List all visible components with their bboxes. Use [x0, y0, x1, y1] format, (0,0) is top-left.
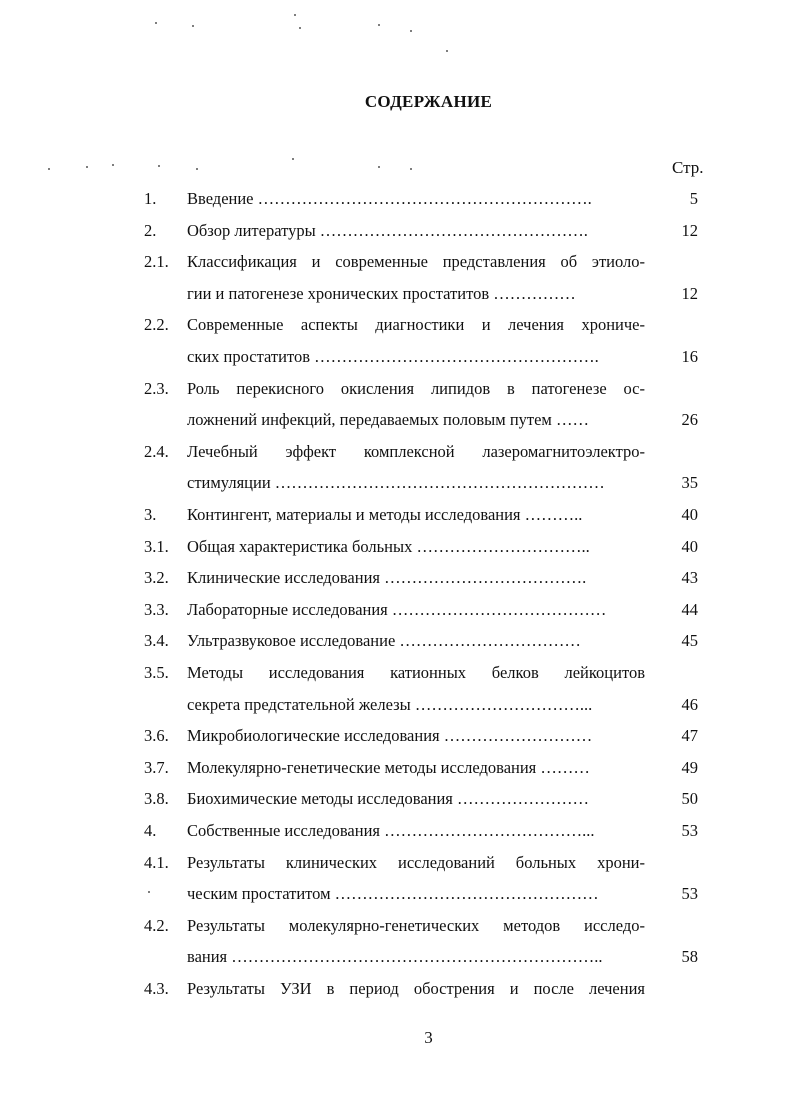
toc-entry-page: 16 — [681, 347, 698, 366]
toc-entry-title: Общая характеристика больных ………………………….. — [187, 536, 590, 556]
toc-entry-number: 2.2. — [144, 315, 169, 335]
toc-row — [0, 693, 795, 717]
scan-speck — [192, 25, 194, 27]
toc-entry-number: 3.5. — [144, 663, 169, 682]
toc-entry-page: 44 — [681, 599, 698, 619]
scan-speck — [148, 891, 150, 893]
toc-row — [0, 535, 795, 559]
toc-row — [0, 377, 795, 401]
toc-row — [0, 882, 795, 906]
page-title: СОДЕРЖАНИЕ — [364, 92, 493, 111]
toc-entry-number: 4.3. — [144, 979, 169, 998]
scan-speck — [158, 165, 160, 167]
toc-row — [0, 282, 795, 306]
toc-entry-title: Современные аспекты диагностики и лечения хрониче- — [187, 315, 645, 335]
toc-row — [0, 345, 795, 369]
toc-entry-number: 3.4. — [144, 631, 169, 651]
scan-speck — [196, 168, 198, 170]
toc-row — [0, 471, 795, 495]
toc-entry-title: Результаты молекулярно-генетических методов исследо- — [187, 915, 645, 935]
scan-speck — [378, 166, 380, 168]
toc-entry-number: 3.6. — [144, 726, 169, 746]
scan-speck — [112, 164, 114, 166]
toc-row — [0, 756, 795, 780]
toc-row — [0, 250, 795, 274]
toc-entry-number: 3.7. — [144, 757, 169, 777]
toc-entry-title: ложнений инфекций, передаваемых половым путем …… — [187, 410, 589, 430]
toc-row — [0, 566, 795, 590]
toc-row — [0, 629, 795, 653]
scan-speck — [48, 168, 50, 170]
toc-entry-page: 35 — [681, 473, 698, 493]
toc-entry-page: 45 — [681, 631, 698, 651]
toc-entry-number: 3.2. — [144, 568, 169, 588]
toc-entry-title: Введение ……………………………………………………. — [187, 189, 592, 208]
toc-entry-title: стимуляции …………………………………………………… — [187, 473, 605, 493]
toc-row — [0, 661, 795, 685]
toc-row — [0, 914, 795, 938]
scan-speck — [86, 166, 88, 168]
toc-row — [0, 819, 795, 843]
toc-entry-page: 47 — [681, 726, 698, 746]
toc-entry-number: 4.2. — [144, 915, 169, 935]
toc-entry-title: Обзор литературы …………………………………………. — [187, 220, 588, 240]
toc-entry-number: 2.1. — [144, 252, 169, 272]
scan-speck — [155, 22, 157, 24]
toc-entry-page: 12 — [681, 283, 698, 303]
toc-entry-page: 43 — [681, 568, 698, 588]
toc-entry-number: 4.1. — [144, 852, 169, 872]
toc-entry-title: Молекулярно-генетические методы исследования ……… — [187, 757, 590, 777]
toc-entry-number: 3.8. — [144, 789, 169, 809]
toc-entry-title: Контингент, материалы и методы исследования ……….. — [187, 505, 583, 524]
page-number: 3 — [424, 1028, 433, 1047]
toc-entry-title: Собственные исследования ………………………………... — [187, 821, 595, 840]
scan-speck — [446, 50, 448, 52]
toc-entry-title: Микробиологические исследования ……………………… — [187, 726, 593, 746]
toc-row — [0, 187, 795, 211]
toc-entry-title: Методы исследования катионных белков лейкоцитов — [187, 663, 645, 682]
toc-entry-number: 3.1. — [144, 536, 169, 556]
toc-row — [0, 313, 795, 337]
scan-speck — [410, 168, 412, 170]
toc-entry-title: Лабораторные исследования ………………………………… — [187, 599, 607, 619]
toc-entry-title: Результаты УЗИ в период обострения и после лечения — [187, 979, 645, 998]
toc-entry-title: Классификация и современные представления об этиоло- — [187, 252, 645, 272]
toc-entry-title: секрета предстательной железы …………………………... — [187, 694, 593, 714]
toc-entry-page: 5 — [689, 189, 698, 208]
page-column-label: Стр. — [672, 158, 704, 177]
toc-entry-number: 3. — [144, 505, 157, 524]
toc-entry-number: 1. — [144, 189, 157, 208]
toc-entry-page: 58 — [681, 947, 698, 967]
toc-entry-page: 49 — [681, 757, 698, 777]
scan-speck — [299, 27, 301, 29]
toc-entry-page: 50 — [681, 789, 698, 809]
toc-entry-number: 3.3. — [144, 599, 169, 619]
toc-row — [0, 977, 795, 1001]
toc-entry-number: 4. — [144, 821, 157, 840]
scan-speck — [292, 158, 294, 160]
toc-entry-number: 2.3. — [144, 378, 169, 398]
toc-entry-title: Биохимические методы исследования …………………… — [187, 789, 590, 809]
toc-entry-title: ских простатитов ……………………………………………. — [187, 347, 599, 366]
toc-entry-page: 46 — [681, 694, 698, 714]
toc-row — [0, 851, 795, 875]
toc-entry-title: ческим простатитом ………………………………………… — [187, 884, 599, 904]
toc-row — [0, 219, 795, 243]
toc-entry-page: 40 — [681, 536, 698, 556]
toc-entry-title: Ультразвуковое исследование …………………………… — [187, 631, 581, 651]
toc-row — [0, 598, 795, 622]
toc-entry-title: Лечебный эффект комплексной лазеромагнитоэлектро- — [187, 441, 645, 461]
toc-entry-number: 2. — [144, 220, 157, 240]
toc-entry-title: Роль перекисного окисления липидов в патогенезе ос- — [187, 378, 645, 398]
toc-entry-page: 40 — [681, 505, 698, 524]
toc-row — [0, 787, 795, 811]
scan-speck — [410, 30, 412, 32]
toc-entry-page: 12 — [681, 220, 698, 240]
toc-row — [0, 408, 795, 432]
toc-entry-page: 53 — [681, 884, 698, 904]
toc-row — [0, 945, 795, 969]
toc-entry-page: 26 — [681, 410, 698, 430]
toc-entry-title: гии и патогенезе хронических простатитов …………… — [187, 283, 576, 303]
toc-entry-page: 53 — [681, 821, 698, 840]
toc-row — [0, 440, 795, 464]
scan-speck — [378, 24, 380, 26]
toc-entry-title: вания ………………………………………………………….. — [187, 947, 603, 967]
toc-entry-title: Клинические исследования ………………………………. — [187, 568, 587, 588]
toc-row — [0, 724, 795, 748]
toc-entry-title: Результаты клинических исследований больных хрони- — [187, 852, 645, 872]
toc-row — [0, 503, 795, 527]
scan-speck — [294, 14, 296, 16]
toc-entry-number: 2.4. — [144, 441, 169, 461]
